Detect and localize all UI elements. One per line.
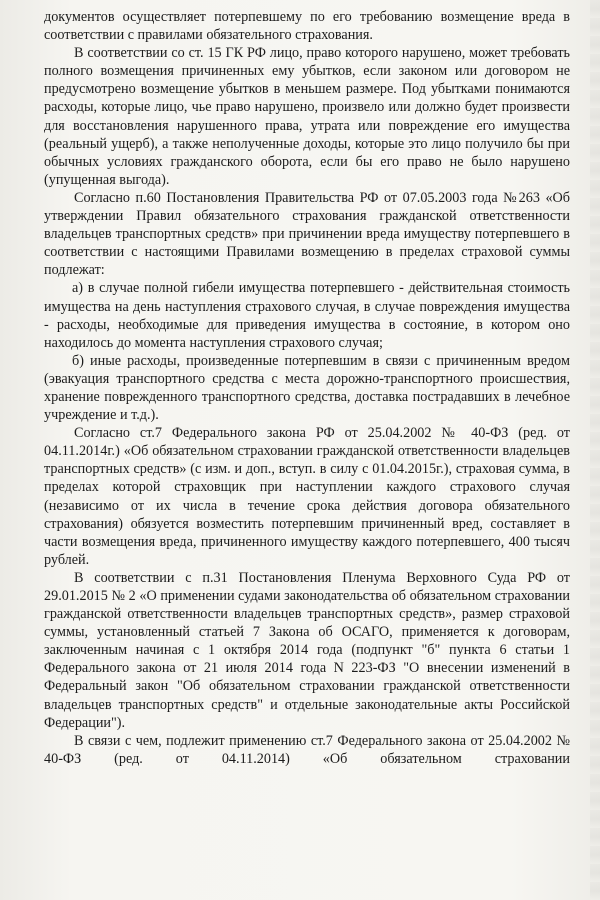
paragraph-gk-article-15: В соответствии со ст. 15 ГК РФ лицо, право которого нарушено, может требовать полного возмещения причиненных ему убытков, если законом или договором не предусмотрено возмещение убытков в меньшем размере. Под убытками понимаются расходы, которые лицо, чье право нарушено, произвело или должно будет произвести для восстановления нарушенного права, утрата или повреждение его имущества (реальный ущерб), а также неполученные доходы, которые это лицо получило бы при обычных условиях гражданского оборота, если бы его право не было нарушено (упущенная выгода). xyxy=(44,45,570,188)
paragraph-government-resolution-263: Согласно п.60 Постановления Правительства РФ от 07.05.2003 года №263 «Об утверждении Правил обязательного страхования гражданской ответственности владельцев транспортных средств» при причинении вреда имуществу потерпевшего в соответствии с настоящими Правилами возмещению в пределах страховой суммы подлежат: xyxy=(44,189,570,279)
paragraph-application-article-7: В связи с чем, подлежит применению ст.7 Федерального закона от 25.04.2002 № 40-ФЗ (ред. от 04.11.2014) «Об обязательном страховании xyxy=(44,732,570,767)
paragraph-subitem-a: а) в случае полной гибели имущества потерпевшего - действительная стоимость имущества на день наступления страхового случая, в случае повреждения имущества - расходы, необходимые для приведения имущества в состояние, в котором оно находилось до момента наступления страхового случая; xyxy=(44,280,570,351)
paragraph-subitem-b: б) иные расходы, произведенные потерпевшим в связи с причиненным вредом (эвакуация транспортного средства с места дорожно-транспортного происшествия, хранение поврежденного транспортного средства, доставка пострадавших в лечебное учреждение и т.д.). xyxy=(44,352,570,424)
paragraph-continuation: документов осуществляет потерпевшему по его требованию возмещение вреда в соответствии с правилами обязательного страхования. xyxy=(44,9,570,44)
paragraph-federal-law-40-fz: Согласно ст.7 Федерального закона РФ от 25.04.2002 № 40-ФЗ (ред. от 04.11.2014г.) «Об обязательном страховании гражданской ответственности владельцев транспортных средств» (с изм. и доп., вступ. в силу с 01.04.2015г.), страховая сумма, в пределах которой страховщик при наступлении каждого страхового случая (независимо от их числа в течение срока действия договора обязательного страхования) обязуется возместить потерпевшим причиненный вред, составляет в части возмещения вреда, причиненного имуществу каждого потерпевшего, 400 тысяч рублей. xyxy=(44,425,570,568)
scan-edge-shadow xyxy=(590,0,600,900)
paragraph-supreme-court-plenum: В соответствии с п.31 Постановления Пленума Верховного Суда РФ от 29.01.2015 № 2 «О применении судами законодательства об обязательном страховании гражданской ответственности владельцев транспортных средств», размер страховой суммы, установленный статьей 7 Закона об ОСАГО, применяется к договорам, заключенным начиная с 1 октября 2014 года (подпункт "б" пункта 6 статьи 1 Федерального закона от 21 июля 2014 года N 223-ФЗ "О внесении изменений в Федеральный закон "Об обязательном страховании гражданской ответственности владельцев транспортных средств" и отдельные законодательные акты Российской Федерации"). xyxy=(44,569,570,731)
